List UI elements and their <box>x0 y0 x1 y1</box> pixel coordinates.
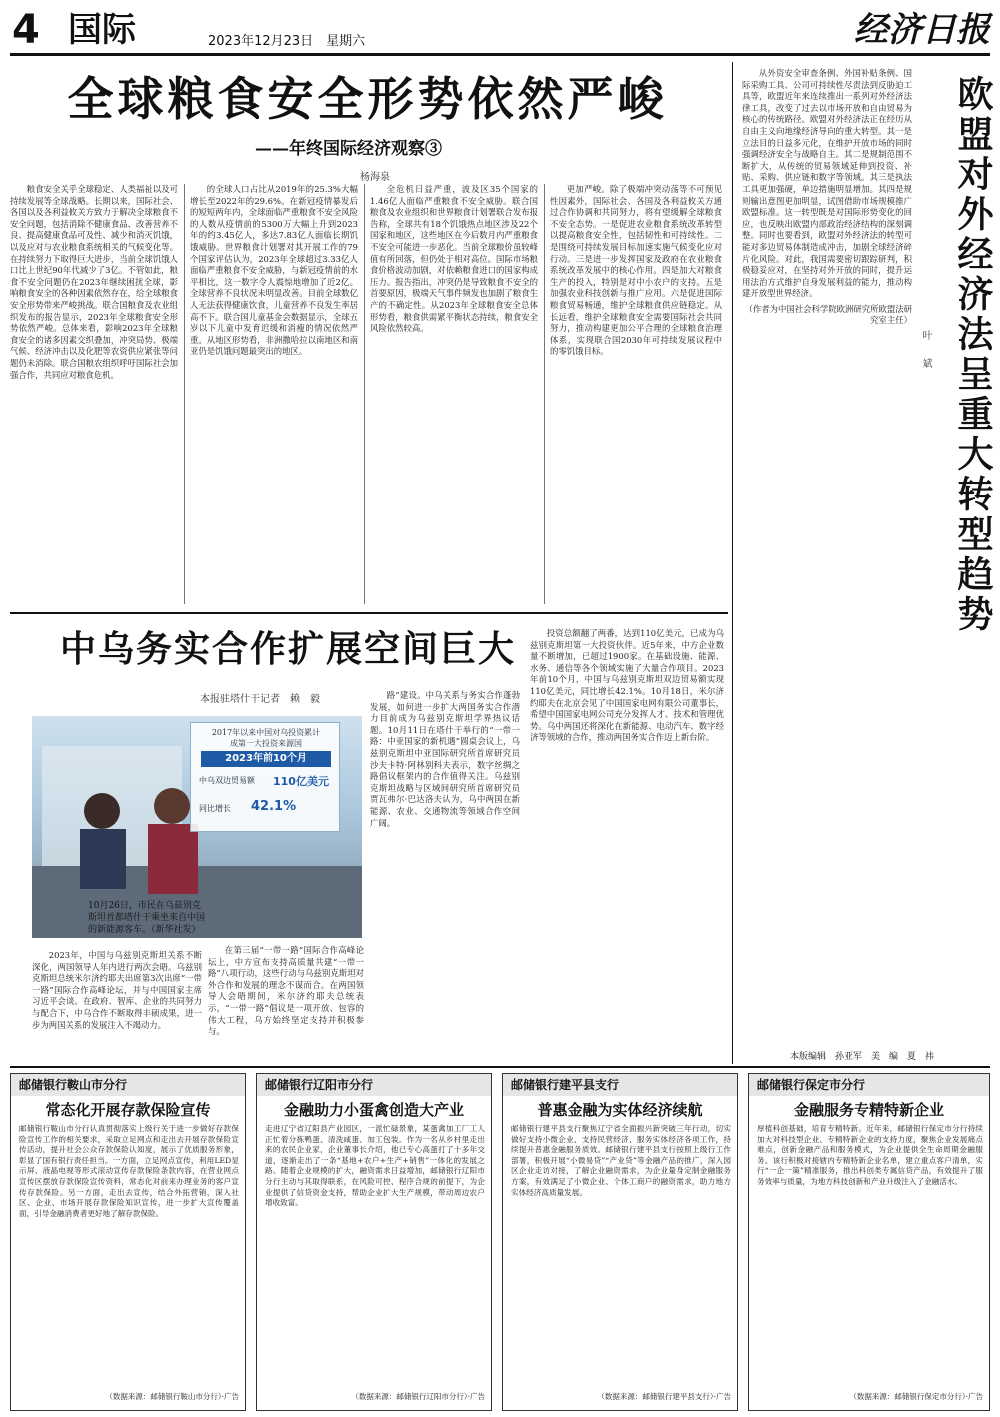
article2-column-a-text: 路”建设。中乌关系与务实合作蓬勃发展，如何进一步扩大两国务实合作潜力目前成为乌兹别克斯坦学界热议话题。10月11日在塔什干举行的“一带一路：中亚国家的新机遇”圆桌会议上，乌兹别克斯坦中亚国际研究所首席研究员沙夫卡特·阿林别科夫表示，数字丝绸之路倡议框架内的合作值得关注。乌兹别克斯坦战略与区域间研究所首席研究员贾瓦弗尔·巴达洛夫认为，乌中两国在新能源、农业、交通物流等领域合作空间广阔。 <box>370 690 520 828</box>
ad-body: 厚植科创基础，培育专精特新。近年来，邮储银行保定市分行持续加大对科技型企业、专精特新企业的支持力度，聚焦企业发展痛点难点，创新金融产品和服务模式，为企业提供全生命周期金融服务。该行积极对接辖内专精特新企业名单，建立重点客户清单，实行“一企一策”精准服务，推出科创类专属信贷产品，有效提升了服务效率与质量，为地方科技创新和产业升级注入了金融活水。 <box>757 1124 983 1186</box>
article1-author: 杨海泉 <box>360 172 390 183</box>
infographic-banner: 2023年前10个月 <box>201 751 331 767</box>
sidebar-text: 从外资安全审查条例、外国补贴条例、国际采购工具、公司可持续性尽责法到反胁迫工具等，欧盟近年来连续推出一系列对外经济法律工具，改变了过去以市场开放和自由贸易为核心的传统路径。欧盟对外经济法正在经历从自由主义向地缘经济导向的重大转型。其一是立法目的日益多元化，在维护开放市场的同时强调经济安全与战略自主。其二是规制范围不断扩大，从传统的贸易领域延伸到投资、补贴、采购、供应链和数字等领域。其三是执法工具更加强硬，单边措施明显增加。其四是规则输出意图更加明显，试图借助市场规模推广欧盟标准。这一转型既是对国际形势变化的回应，也反映出欧盟内部政治经济结构的深刻调整。同时也要看到，欧盟对外经济法的转型可能对多边贸易体制造成冲击，加剧全球经济碎片化风险。对此，我国需要密切跟踪研判，积极稳妥应对，在坚持对外开放的同时，提升运用法治方式维护自身发展利益的能力，推动构建开放型世界经济。 <box>742 68 912 299</box>
newspaper-logo: 经济日报 <box>854 10 990 50</box>
column-divider <box>544 184 545 604</box>
photo-caption: 10月26日，市民在乌兹别克斯坦首都塔什干乘坐来自中国的新能源客车。（新华社发） <box>88 901 206 935</box>
ad-title: 普惠金融为实体经济续航 <box>537 1101 703 1119</box>
sidebar-rule <box>732 62 733 1064</box>
editors-line: 本版编辑 孙亚军 美 编 夏 祎 <box>790 1052 935 1062</box>
passenger-body <box>80 829 126 889</box>
article1-column-4 <box>550 184 722 604</box>
ad-source: （数据来源：邮储银行建平县支行）·广告 <box>597 1392 731 1401</box>
article2-column-b <box>530 628 724 1060</box>
infographic-subtitle: 成第一大投资来源国 <box>230 739 302 748</box>
article2-headline: 中乌务实合作扩展空间巨大 <box>60 629 517 670</box>
ad-title: 金融服务专精特新企业 <box>793 1101 944 1119</box>
ad-block-jianping <box>502 1073 738 1411</box>
article1-column-2-text: 的全球人口占比从2019年的25.3%大幅增长至2022年的29.6%。在新冠疫情暴发后的短短两年内，全球面临严重粮食不安全风险的人数从疫情前的5300万大幅上升到2023年的约3.45亿人，多达7.83亿人面临长期饥饿威胁。世界粮食计划署对其开展工作的79个国家评估认为，2023年全球超过3.33亿人面临严重粮食不安全威胁，与新冠疫情前的水平相比，这一数字令人震惊地增加了近2亿。全球营养不良状况未明显改善。目前全球数亿人无法获得健康饮食，儿童营养不良发生率居高不下。联合国儿童基金会数据显示，全球五岁以下儿童中发育迟缓和消瘦的情况依然严重。从地区形势看，非洲撒哈拉以南地区和南亚仍是饥饿问题最突出的地区。 <box>190 184 358 357</box>
sidebar-body <box>742 68 912 1028</box>
article2-column-a <box>370 690 520 1060</box>
article1-column-3-text: 全危机日益严重，波及区35个国家的1.46亿人面临严重粮食不安全威胁。联合国粮食及农业组织和世界粮食计划署联合发布报告称，全球共有18个饥饿热点地区涉及22个国家和地区，这些地区在今后数月内严重粮食不安全可能进一步恶化。当前全球粮价虽较峰值有所回落，但仍处于相对高位。国际市场粮食价格波动加剧，对依赖粮食进口的国家构成压力。报告指出，冲突仍是导致粮食不安全的首要原因，极端天气事件频发也加剧了粮食生产的不确定性。从2023年全球粮食安全总体形势看，粮食供需紧平衡状态持续，粮食安全风险依然较高。 <box>370 184 538 334</box>
article2-column-b-text: 投资总额翻了两番，达到110亿美元，已成为乌兹别克斯坦第一大投资伙伴。近5年来，中方企业数量不断增加，已超过1900家。在基础设施、能源、水务、通信等各个领域实施了大量合作项目。2023年前10个月，中国与乌兹别克斯坦双边贸易额实现110亿美元，同比增长42.1%。10月18日，米尔济约耶夫在北京会见了中国国家电网有限公司董事长，希望中国国家电网公司充分发挥人才、技术和管理优势。乌中两国还将深化在新能源、电动汽车、数字经济等领域的合作，推动两国务实合作迈上新台阶。 <box>530 628 724 743</box>
column-divider <box>364 184 365 604</box>
ad-block-baoding <box>748 1073 990 1411</box>
article2-column-c <box>32 950 202 1062</box>
ad-block-liaoyang <box>256 1073 492 1411</box>
growth-value: 42.1% <box>251 799 297 814</box>
article1-column-2 <box>190 184 358 604</box>
ad-block-anshan <box>10 1073 246 1411</box>
article2-column-d <box>208 945 364 1062</box>
trade-label: 中乌双边贸易额 <box>199 776 255 785</box>
article2-column-c-text: 2023年，中国与乌兹别克斯坦关系不断深化，两国领导人年内进行两次会晤。乌兹别克斯坦总统米尔济约耶夫出席第3次出席“一带一路”国际合作高峰论坛，并与中国国家主席习近平会谈。在政府、智库、企业的共同努力与配合下，中乌合作不断取得丰硕成果，进一步为两国关系的发展注入不竭动力。 <box>32 950 202 1030</box>
ad-source: （数据来源：邮储银行辽阳市分行）·广告 <box>351 1392 485 1401</box>
trade-infographic <box>190 722 340 832</box>
passenger-body <box>148 824 198 894</box>
passenger-head <box>84 793 120 829</box>
sidebar-author: 叶 斌 <box>920 330 931 372</box>
infographic-title: 2017年以来中国对乌投资累计 <box>211 728 321 737</box>
sidebar-title: 欧盟对外经济法呈重大转型趋势 <box>952 75 993 635</box>
page-number: 4 <box>12 7 40 53</box>
ad-bank-name: 邮储银行保定市分行 <box>749 1074 989 1096</box>
ad-bank-name: 邮储银行鞍山市分行 <box>11 1074 245 1096</box>
article1-headline: 全球粮食安全形势依然严峻 <box>67 72 668 126</box>
article1-column-1 <box>10 184 178 604</box>
ad-body: 邮储银行鞍山市分行认真贯彻落实上级行关于进一步做好存款保险宣传工作的相关要求，采取立足网点和走出去开展存款保险宣传活动，提升社会公众存款保险认知度，展示了优质服务形象，彰显了国有银行责任担当。一方面，立足网点宣传，利用LED显示屏、液晶电视等形式滚动宣传存款保险条款内容，在营业网点宣传区摆放存款保险宣传资料，常态化对前来办理业务的客户宣传存款保险。另一方面，走出去宣传，结合外拓营销，深入社区、企业、市场开展存款保险知识宣传，进一步扩大宣传覆盖面，引导金融消费者更好地了解存款保险。 <box>19 1124 239 1218</box>
ad-source: （数据来源：邮储银行保定市分行）·广告 <box>849 1392 983 1401</box>
section-rule <box>10 612 728 614</box>
ad-body: 邮储银行建平县支行聚焦辽宁省全面振兴新突破三年行动，切实做好支持小微企业、支持民营经济、服务实体经济各项工作，持续提升普惠金融服务质效。邮储银行建平县支行按照上级行工作部署，积极开展“小微易贷”“产业贷”等金融产品的推广，深入园区企业走访对接，了解企业融资需求，为企业量身定制金融服务方案，有效满足了小微企业、个体工商户的融资需求，助力地方实体经济高质量发展。 <box>511 1124 731 1197</box>
ad-bank-name: 邮储银行辽阳市分行 <box>257 1074 491 1096</box>
ad-source: （数据来源：邮储银行鞍山市分行）·广告 <box>105 1392 239 1401</box>
article1-column-1-text: 粮食安全关乎全球稳定、人类福祉以及可持续发展等全球战略。长期以来，国际社会、各国以及各利益攸关方致力于解决全球粮食不安全问题，包括消除不健康食品、改善营养不良、提高健康食品可及性、减少和消灭饥饿，以及应对与农业粮食系统相关的气候变化等。在持续努力下取得巨大进步，当前全球饥饿人口比上世纪90年代减少了3亿。不管如此，粮食不安全问题仍在2023年继续困扰全球，影响粮食安全的各种因素依然存在，给全球粮食安全形势带来严峻挑战。联合国粮食及农业组织发布的报告显示，2023年全球粮食安全形势依然严峻。总体来看，影响2023年全球粮食安全的诸多因素交织叠加，冲突局势、极端气候、经济冲击以及化肥等农资供应紧张等问题仍未消除。联合国粮农组织呼吁国际社会加强合作，共同应对粮食危机。 <box>10 184 178 380</box>
article1-column-3 <box>370 184 538 604</box>
issue-date: 2023年12月23日 星期六 <box>208 34 366 49</box>
column-divider <box>184 184 185 604</box>
section-name: 国际 <box>68 10 136 50</box>
growth-label: 同比增长 <box>199 804 231 813</box>
article1-column-4-text: 更加严峻。除了极端冲突动荡等不可预见性因素外，国际社会、各国及各利益攸关方通过合作协调和共同努力，将有望缓解全球粮食不安全态势。一是促进农业粮食系统改革转型以提高粮食安全性，包括韧性和可持续性。二是围绕可持续发展目标加速实施气候变化应对行动。三是进一步发挥国家及政府在农业粮食系统改革发展中的核心作用。四是加大对粮食生产的投入，特别是对中小农户的支持。五是加强农业科技创新与推广应用。六是促进国际粮食贸易畅通，维护全球粮食供应链稳定。从长远看，维护全球粮食安全需要国际社会共同努力，推动构建更加公平合理的全球粮食治理体系，实现联合国2030年可持续发展议程中的零饥饿目标。 <box>550 184 722 357</box>
ad-bank-name: 邮储银行建平县支行 <box>503 1074 737 1096</box>
ad-section-rule <box>10 1066 990 1068</box>
ad-body: 走进辽宁省辽阳县产业园区，一派忙碌景象，某蛋禽加工厂工人正忙着分拣鸭蛋、清洗咸蛋、加工包装。作为一名从乡村里走出来的农民企业家，企业董事长介绍，他已专心高蛋打了十多年交道，逐渐走出了一条“基地+农户+生产+销售”一体化的发展之路。随着企业规模的扩大，融资需求日益增加，邮储银行辽阳市分行主动与其取得联系，在风险可控、程序合规的前提下，为企业提供了信贷资金支持，帮助企业扩大生产规模，带动周边农户增收致富。 <box>265 1124 485 1208</box>
trade-value: 110亿美元 <box>273 775 329 788</box>
page-header <box>10 8 990 56</box>
sidebar-note: （作者为中国社会科学院欧洲研究所欧盟法研究室主任） <box>744 303 912 326</box>
article1-subtitle: ——年终国际经济观察③ <box>255 139 442 159</box>
passenger-head <box>154 788 190 824</box>
ad-title: 常态化开展存款保险宣传 <box>45 1101 211 1119</box>
article2-column-d-text: 在第三届“一带一路”国际合作高峰论坛上，中方宣布支持高质量共建“一带一路”八项行动，这些行动与乌兹别克斯坦对外合作和发展的理念不谋而合。在两国领导人会晤期间，米尔济约耶夫总统表示，“一带一路”倡议是一项开放、包容的伟大工程，乌方始终坚定支持并积极参与。 <box>208 945 364 1037</box>
ad-title: 金融助力小蛋禽创造大产业 <box>283 1101 464 1119</box>
article2-byline: 本报驻塔什干记者 赖 毅 <box>200 694 320 705</box>
